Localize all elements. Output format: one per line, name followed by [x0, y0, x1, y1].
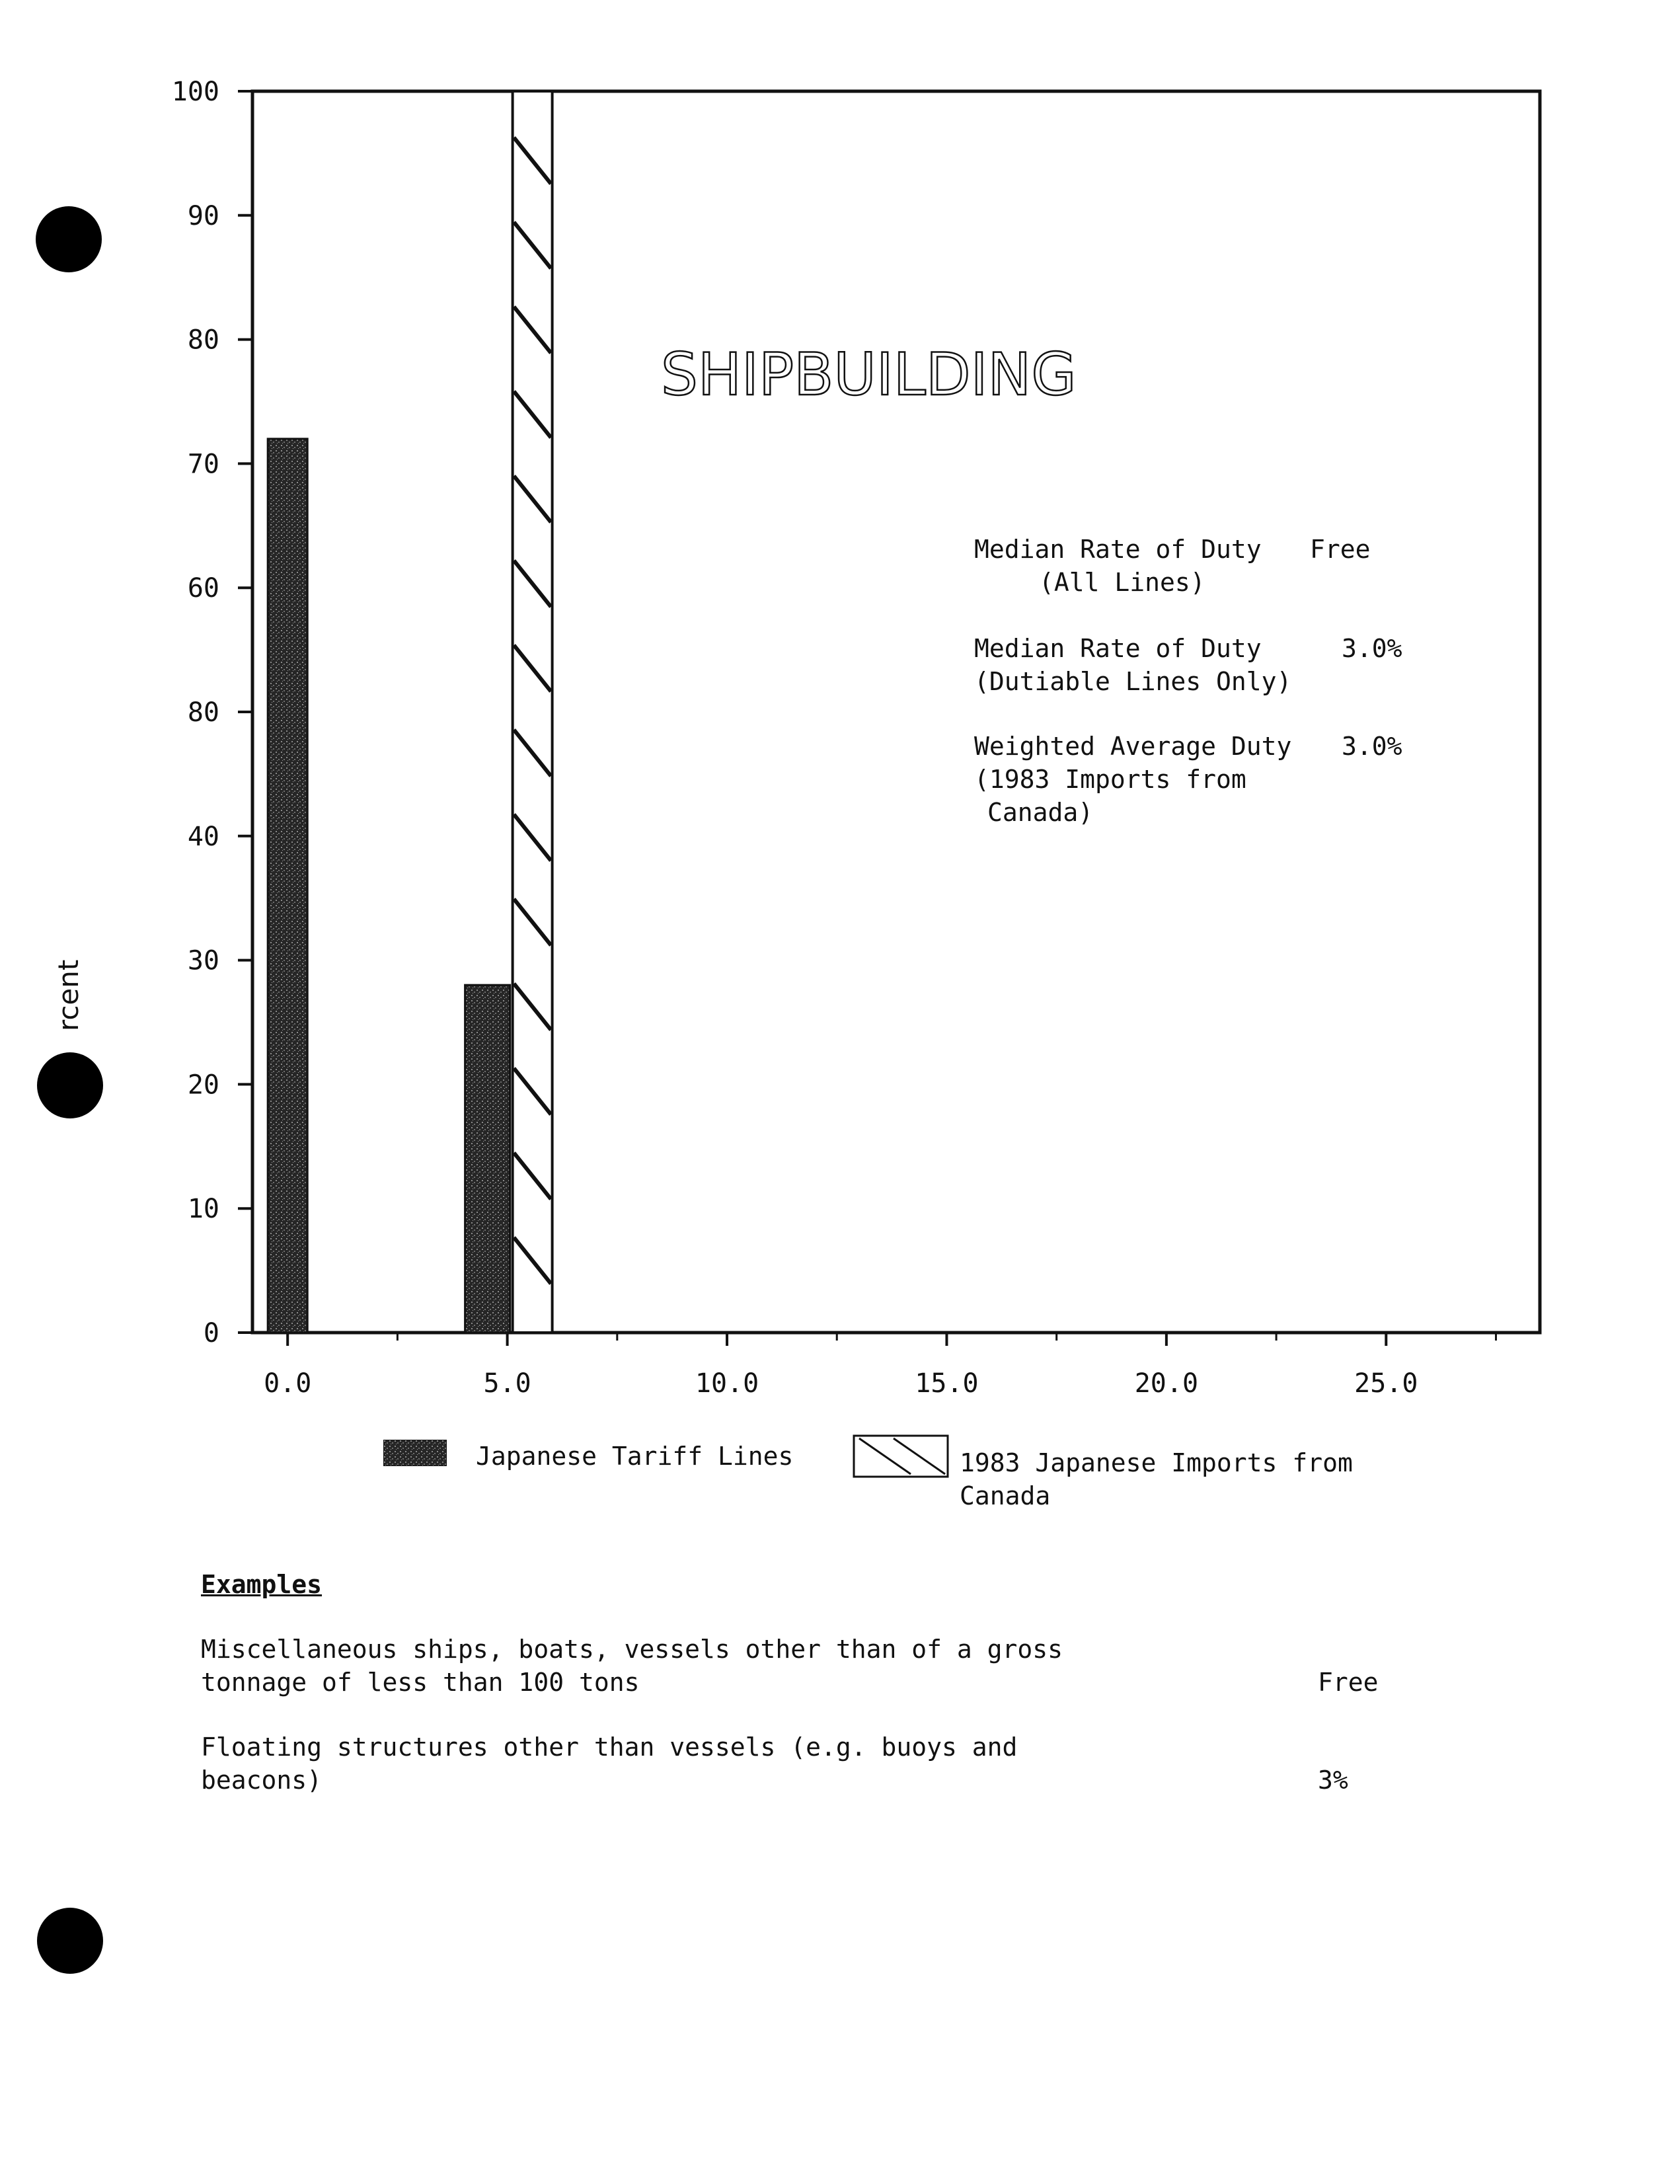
examples-heading: Examples: [201, 1570, 323, 1599]
x-tick-label: 20.0: [1134, 1368, 1199, 1399]
y-tick-label: 80: [187, 697, 219, 728]
chart-title: SHIPBUILDING: [661, 340, 1077, 409]
bar-tariff-lines: [268, 439, 307, 1333]
median-dutiable-label: Median Rate of Duty: [974, 634, 1262, 663]
example-rate: Free: [1318, 1668, 1379, 1697]
bars: [268, 91, 552, 1333]
median-all-label: Median Rate of Duty: [974, 535, 1262, 564]
x-tick-label: 15.0: [915, 1368, 979, 1399]
median-all-sub: (All Lines): [1039, 568, 1205, 597]
y-tick-label: 100: [171, 77, 219, 107]
legend-label-imports-1: 1983 Japanese Imports from: [960, 1448, 1353, 1477]
bar-imports-from-canada: [513, 91, 553, 1333]
y-tick-label: 90: [187, 200, 219, 231]
weighted-sub-2: Canada): [987, 798, 1094, 827]
y-axis: [172, 77, 252, 1348]
x-tick-label: 25.0: [1354, 1368, 1418, 1399]
legend-swatch-imports: [853, 1434, 949, 1478]
legend-swatch-tariff-lines: [383, 1440, 447, 1466]
x-tick-label: 5.0: [483, 1368, 531, 1399]
example-rate: 3%: [1318, 1766, 1348, 1795]
median-dutiable-sub: (Dutiable Lines Only): [974, 667, 1292, 696]
x-tick-label: 0.0: [264, 1368, 312, 1399]
example-description: Floating structures other than vessels (e.g. buoys and beacons): [201, 1733, 1018, 1795]
weighted-value: 3.0%: [1342, 732, 1402, 761]
y-tick-label: 10: [187, 1194, 219, 1225]
y-tick-label: 0: [203, 1318, 219, 1348]
legend-label-imports-2: Canada: [960, 1481, 1051, 1510]
y-tick-label: 30: [187, 945, 219, 976]
example-row: [201, 1633, 1391, 1699]
binder-hole-bottom: [37, 1908, 103, 1974]
median-dutiable-value: 3.0%: [1342, 634, 1402, 663]
y-tick-label: 20: [187, 1070, 219, 1101]
y-tick-label: 60: [187, 573, 219, 604]
x-tick-label: 10.0: [695, 1368, 759, 1399]
plot-border: [252, 91, 1540, 1333]
plot-frame: [252, 91, 1540, 1333]
y-tick-label: 80: [187, 325, 219, 356]
y-tick-label: 70: [187, 449, 219, 480]
median-all-value: Free: [1310, 535, 1371, 564]
y-axis-label: rcent: [52, 959, 85, 1031]
x-axis: [264, 1333, 1496, 1399]
weighted-sub-1: (1983 Imports from: [974, 765, 1246, 794]
example-row: [201, 1731, 1391, 1797]
examples-section: [201, 1568, 1391, 1797]
legend-label-tariff-lines: Japanese Tariff Lines: [476, 1442, 794, 1471]
example-description: Miscellaneous ships, boats, vessels other than of a gross tonnage of less than 100 tons: [201, 1635, 1063, 1697]
weighted-label: Weighted Average Duty: [974, 732, 1292, 761]
bar-tariff-lines: [465, 985, 510, 1333]
y-tick-label: 40: [187, 821, 219, 852]
